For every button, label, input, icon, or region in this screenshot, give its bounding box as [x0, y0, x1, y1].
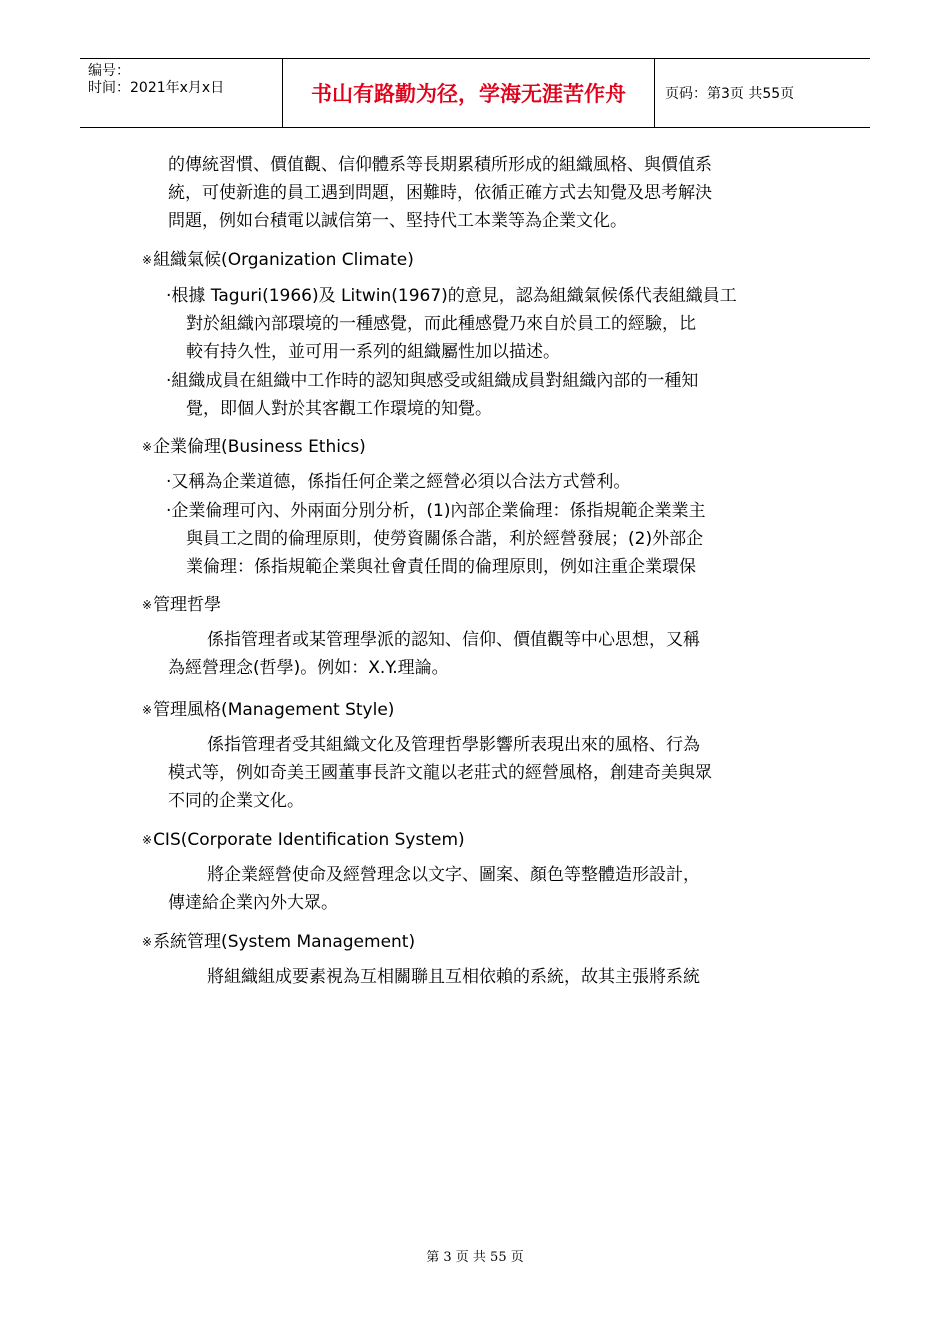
- section-heading-business-ethics: ※企業倫理(Business Ethics): [142, 437, 366, 457]
- section-heading-system-management: ※系統管理(System Management): [142, 932, 416, 952]
- paragraph-line: 的傳統習慣、價值觀、信仰體系等長期累積所形成的組織風格、與價值系: [168, 155, 712, 175]
- paragraph-line: 為經營理念(哲學)。例如：X.Y.理論。: [168, 658, 449, 678]
- paragraph-line: 模式等，例如奇美王國董事長許文龍以老莊式的經營風格，創建奇美與眾: [168, 763, 712, 783]
- header-motto: 书山有路勤为径，学海无涯苦作舟: [282, 59, 655, 127]
- section-heading-management-style: ※管理風格(Management Style): [142, 700, 395, 720]
- time-label: 时间：2021年x月x日: [88, 80, 225, 96]
- section-heading-org-climate: ※組織氣候(Organization Climate): [142, 250, 414, 270]
- page-header: [80, 58, 870, 128]
- paragraph-line: 傳達給企業內外大眾。: [168, 893, 338, 913]
- paragraph-line: 問題，例如台積電以誠信第一、堅持代工本業等為企業文化。: [168, 211, 627, 231]
- bullet-line: ·組織成員在組織中工作時的認知與感受或組織成員對組織內部的一種知: [166, 371, 699, 391]
- bullet-line: ·企業倫理可內、外兩面分別分析，(1)內部企業倫理：係指規範企業業主: [166, 501, 706, 521]
- header-meta: [80, 59, 282, 127]
- section-heading-cis: ※CIS(Corporate Identification System): [142, 830, 465, 850]
- reference-mark-icon: ※: [142, 703, 153, 717]
- bullet-line: ·根據 Taguri(1966)及 Litwin(1967)的意見，認為組織氣候係代表組織員工: [166, 286, 737, 306]
- bullet-line: 業倫理：係指規範企業與社會責任間的倫理原則，例如注重企業環保: [186, 557, 696, 577]
- paragraph-line: 係指管理者受其組織文化及管理哲學影響所表現出來的風格、行為: [207, 735, 700, 755]
- reference-mark-icon: ※: [142, 598, 153, 612]
- number-label: 编号：: [88, 63, 130, 79]
- bullet-line: 覺，即個人對於其客觀工作環境的知覺。: [186, 399, 492, 419]
- paragraph-line: 將組織組成要素視為互相關聯且互相依賴的系統，故其主張將系統: [207, 967, 700, 987]
- reference-mark-icon: ※: [142, 833, 153, 847]
- reference-mark-icon: ※: [142, 440, 153, 454]
- bullet-line: ·又稱為企業道德，係指任何企業之經營必須以合法方式營利。: [166, 472, 631, 492]
- reference-mark-icon: ※: [142, 253, 153, 267]
- header-page-info: 页码：第3页 共55页: [665, 86, 795, 102]
- bullet-line: 較有持久性，並可用一系列的組織屬性加以描述。: [186, 342, 560, 362]
- bullet-line: 對於組織內部環境的一種感覺，而此種感覺乃來自於員工的經驗，比: [186, 314, 696, 334]
- paragraph-line: 統，可使新進的員工遇到問題，困難時，依循正確方式去知覺及思考解決: [168, 183, 712, 203]
- paragraph-line: 將企業經營使命及經營理念以文字、圖案、顏色等整體造形設計，: [207, 865, 700, 885]
- bullet-line: 與員工之間的倫理原則，使勞資關係合諧，利於經營發展；(2)外部企: [186, 529, 704, 549]
- reference-mark-icon: ※: [142, 935, 153, 949]
- section-heading-management-philosophy: ※管理哲學: [142, 595, 222, 615]
- page-footer: 第 3 页 共 55 页: [426, 1250, 524, 1265]
- paragraph-line: 不同的企業文化。: [168, 791, 304, 811]
- paragraph-line: 係指管理者或某管理學派的認知、信仰、價值觀等中心思想，又稱: [207, 630, 700, 650]
